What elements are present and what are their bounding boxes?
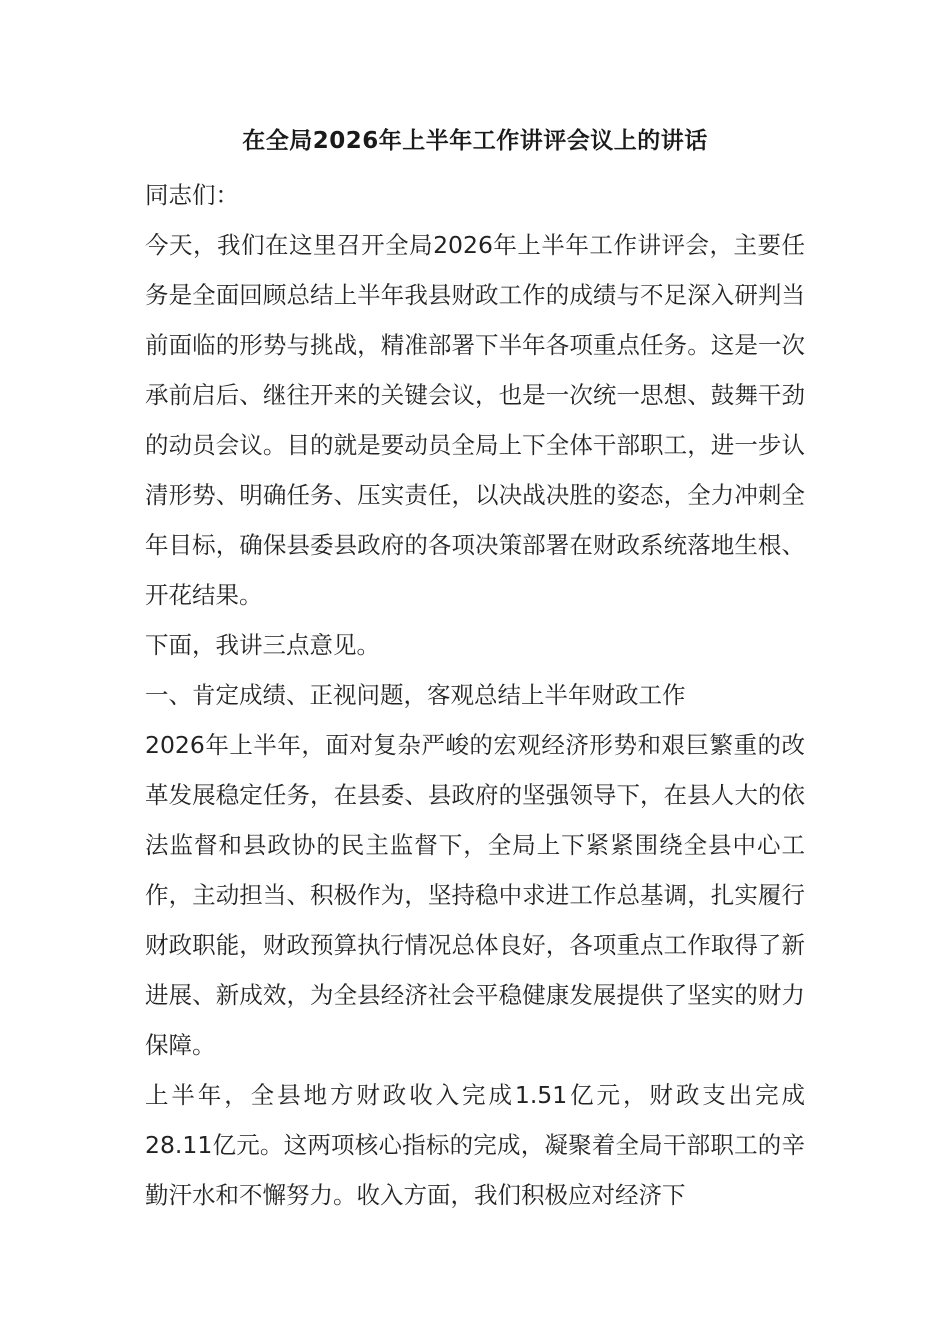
opening-paragraph: 今天，我们在这里召开全局2026年上半年工作讲评会，主要任务是全面回顾总结上半年我县财政工作的成绩与不足深入研判当前面临的形势与挑战，精准部署下半年各项重点任务。这是一次承前启后、继往开来的关键会议，也是一次统一思想、鼓舞干劲的动员会议。目的就是要动员全局上下全体干部职工，进一步认清形势、明确任务、压实责任，以决战决胜的姿态，全力冲刺全年目标，确保县委县政府的各项决策部署在财政系统落地生根、开花结果。 xyxy=(145,231,805,609)
section-heading-1: 一、肯定成绩、正视问题，客观总结上半年财政工作 xyxy=(145,681,686,709)
salutation-paragraph: 同志们： xyxy=(145,181,239,209)
revenue-paragraph: 上半年，全县地方财政收入完成1.51亿元，财政支出完成28.11亿元。这两项核心指标的完成，凝聚着全局干部职工的辛勤汗水和不懈努力。收入方面，我们积极应对经济下 xyxy=(145,1081,805,1209)
document-title: 在全局2026年上半年工作讲评会议上的讲话 xyxy=(242,128,708,154)
summary-paragraph: 2026年上半年，面对复杂严峻的宏观经济形势和艰巨繁重的改革发展稳定任务，在县委、县政府的坚强领导下，在县人大的依法监督和县政协的民主监督下，全局上下紧紧围绕全县中心工作，主动担当、积极作为，坚持稳中求进工作总基调，扎实履行财政职能，财政预算执行情况总体良好，各项重点工作取得了新进展、新成效，为全县经济社会平稳健康发展提供了坚实的财力保障。 xyxy=(145,731,805,1059)
document-body xyxy=(145,170,805,1220)
intro-points-paragraph: 下面，我讲三点意见。 xyxy=(145,631,380,659)
